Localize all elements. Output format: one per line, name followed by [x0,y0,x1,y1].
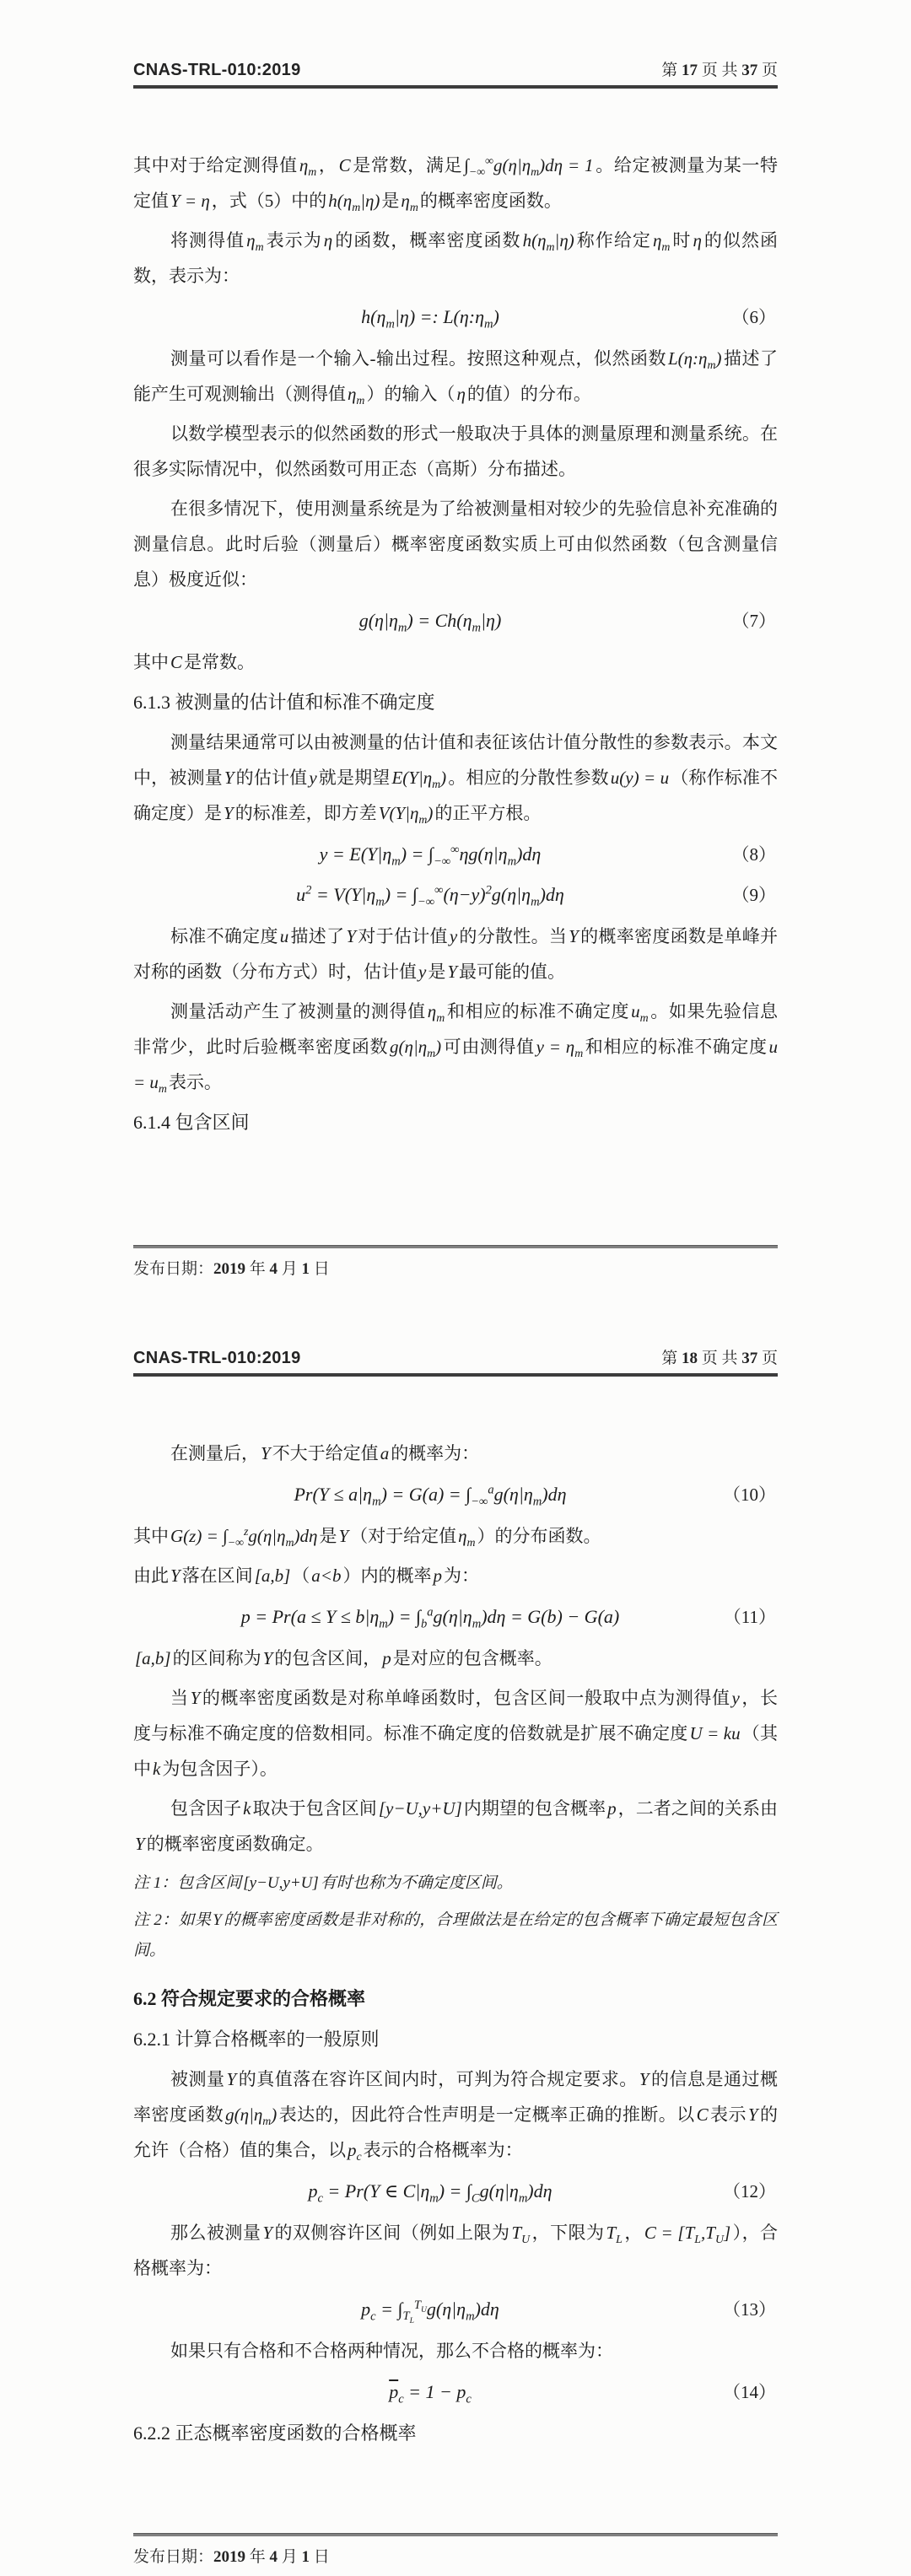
page-footer [133,2533,778,2567]
equation [133,878,778,912]
equation [133,2375,778,2409]
footer-rule [133,1245,778,1248]
paragraph: 其中$G(z) = \int_{-\infty}^zg(\eta|\eta_m)d\eta$是Y（对于给定值$\eta_m$）的分布函数。 [133,1525,601,1549]
equation-math: $p_c = Pr(Y$ ∈ $C|\eta_m) = \int_Cg(\eta|\eta_m)d\eta$ [308,2180,553,2206]
equation-number: （7） [731,611,776,631]
equation-number: （9） [731,885,776,905]
publish-date: 发布日期：2019 年 4 月 1 日 [133,1260,330,1278]
paragraph: 测量结果通常可以由被测量的估计值和表征该估计值分散性的参数表示。本文中，被测量Y的估计值y就是期望$E(Y|\eta_m)$。相应的分散性参数u(y) = u（称作标准不确定度）是Y的标准差，即方差$V(Y|\eta_m)$的正平方根。 [133,732,779,827]
paragraph: 测量活动产生了被测量的测得值$\eta_m$和相应的标准不确定度$u_m$。如果先验信息非常少，此时后验概率密度函数$g(\eta|\eta_m)$可由测得值$y = \eta_m$和相应的标准不确定度$u = u_m$表示。 [133,1001,779,1096]
page-number: 第 18 页 共 37 页 [661,1350,778,1367]
note: 注 1：包含区间 [y−U,y+U] 有时也称为不确定度区间。 [133,1874,513,1892]
equation-math: $p_c = \int_{T_L}^{T_U}g(\eta|\eta_m)d\eta$ [361,2298,499,2326]
equation-number: （10） [723,1485,776,1505]
equation-number: （12） [723,2181,776,2201]
page-number: 第 17 页 共 37 页 [661,62,778,79]
note: 注 2：如果 Y 的概率密度函数是非对称的，合理做法是在给定的包含概率下确定最短包含区间。 [133,1911,778,1959]
equation-math: $h(\eta_m|\eta)$ =: $L(\eta:\eta_m)$ [361,306,499,331]
paragraph: 测量可以看作是一个输入-输出过程。按照这种观点，似然函数$L(\eta:\eta_m)$描述了能产生可观测输出（测得值$\eta_m$）的输入（η的值）的分布。 [133,348,778,407]
equation-math: $u^2 = V(Y|\eta_m) = \int_{-\infty}^\infty(\eta-y)^2g(\eta|\eta_m)d\eta$ [296,883,564,909]
equation [133,604,778,638]
paragraph: 包含因子k取决于包含区间[y−U,y+U]内期望的包含概率p，二者之间的关系由Y的概率密度函数确定。 [135,1798,779,1854]
paragraph: 以数学模型表示的似然函数的形式一般取决于具体的测量原理和测量系统。在很多实际情况中，似然函数可用正态（高斯）分布描述。 [133,423,778,479]
header-rule [133,1373,778,1377]
paragraph: 标准不确定度u描述了Y对于估计值y的分散性。当Y的概率密度函数是单峰并对称的函数（分布方式）时，估计值y是Y最可能的值。 [133,926,779,982]
paragraph: 将测得值$\eta_m$表示为η的函数，概率密度函数$h(\eta_m|\eta)$称作给定$\eta_m$时η的似然函数，表示为： [133,230,779,286]
equation-number: （11） [723,1607,776,1627]
section-heading: 6.2.2 正态概率密度函数的合格概率 [133,2422,417,2444]
paragraph: 被测量Y的真值落在容许区间内时，可判为符合规定要求。Y的信息是通过概率密度函数$g(\eta|\eta_m)$表达的，因此符合性声明是一定概率正确的推断。以C表示Y的允许（合格）值的集合，以$p_c$表示的合格概率为： [133,2069,779,2164]
section-heading: 6.2 符合规定要求的合格概率 [133,1988,366,2009]
footer-rule [133,2533,778,2536]
equation-number: （14） [723,2382,776,2402]
page-18 [0,1288,911,2576]
paragraph: 那么被测量Y的双侧容许区间（例如上限为$T_U$，下限为$T_L$，$C = [T_L,T_U]$），合格概率为： [133,2223,779,2278]
equation-number: （6） [731,307,776,327]
equation [133,300,778,334]
paragraph: 其中C是常数。 [133,652,256,672]
paragraph: [a,b]的区间称为Y的包含区间，p是对应的包含概率。 [135,1648,553,1668]
equation-math: $g(\eta|\eta_m) = Ch(\eta_m|\eta)$ [358,610,502,635]
section-heading: 6.1.4 包含区间 [133,1112,250,1133]
equation-math: $Pr(Y \le a|\eta_m) = G(a) = \int_{-\infty}^ag(\eta|\eta_m)d\eta$ [294,1483,567,1509]
equation-math: $p = Pr(a \le Y \le b|\eta_m) = \int_b^ag(\eta|\eta_m)d\eta = G(b) - G(a)$ [240,1605,620,1631]
equation-number: （13） [723,2299,776,2320]
section-heading: 6.2.1 计算合格概率的一般原则 [133,2029,380,2050]
header-rule [133,85,778,89]
equation-number: （8） [731,844,776,865]
equation [133,1600,778,1634]
paragraph: 当Y的概率密度函数是对称单峰函数时，包含区间一般取中点为测得值y，长度与标准不确定度的倍数相同。标准不确定度的倍数就是扩展不确定度U = ku（其中k为包含因子）。 [133,1688,779,1779]
paragraph: 在很多情况下，使用测量系统是为了给被测量相对较少的先验信息补充准确的测量信息。此时后验（测量后）概率密度函数实质上可由似然函数（包含测量信息）极度近似： [133,498,778,590]
paragraph: 如果只有合格和不合格两种情况，那么不合格的概率为： [170,2341,613,2361]
page-footer [133,1245,778,1279]
document-code: CNAS-TRL-010:2019 [133,61,301,79]
page-body [133,1431,778,2453]
page-header [133,1345,778,1368]
paragraph: 其中对于给定测得值$\eta_m$，C是常数，满足$\int_{-\infty}^\infty g(\eta|\eta_m)d\eta = 1$。给定被测量为某一特定值Y = η，式（5）中的$h(\eta_m|\eta)$是$\eta_m$的概率密度函数。 [133,154,779,214]
equation [133,2293,778,2326]
equation [133,838,778,871]
equation-math: $\overline{p}_c = 1 - p_c$ [389,2381,472,2406]
equation-math: $y = E(Y|\eta_m) = \int_{-\infty}^\infty\eta g(\eta|\eta_m)d\eta$ [319,843,542,869]
equation [133,2175,778,2208]
paragraph: 由此Y落在区间[a,b]（a<b）内的概率p为： [133,1566,479,1586]
page-header [133,57,778,80]
page-body [133,143,778,1142]
document-code: CNAS-TRL-010:2019 [133,1349,301,1367]
section-heading: 6.1.3 被测量的估计值和标准不确定度 [133,692,435,713]
paragraph: 在测量后，Y不大于给定值a的概率为： [170,1443,480,1463]
equation [133,1478,778,1512]
publish-date: 发布日期：2019 年 4 月 1 日 [133,2548,330,2566]
